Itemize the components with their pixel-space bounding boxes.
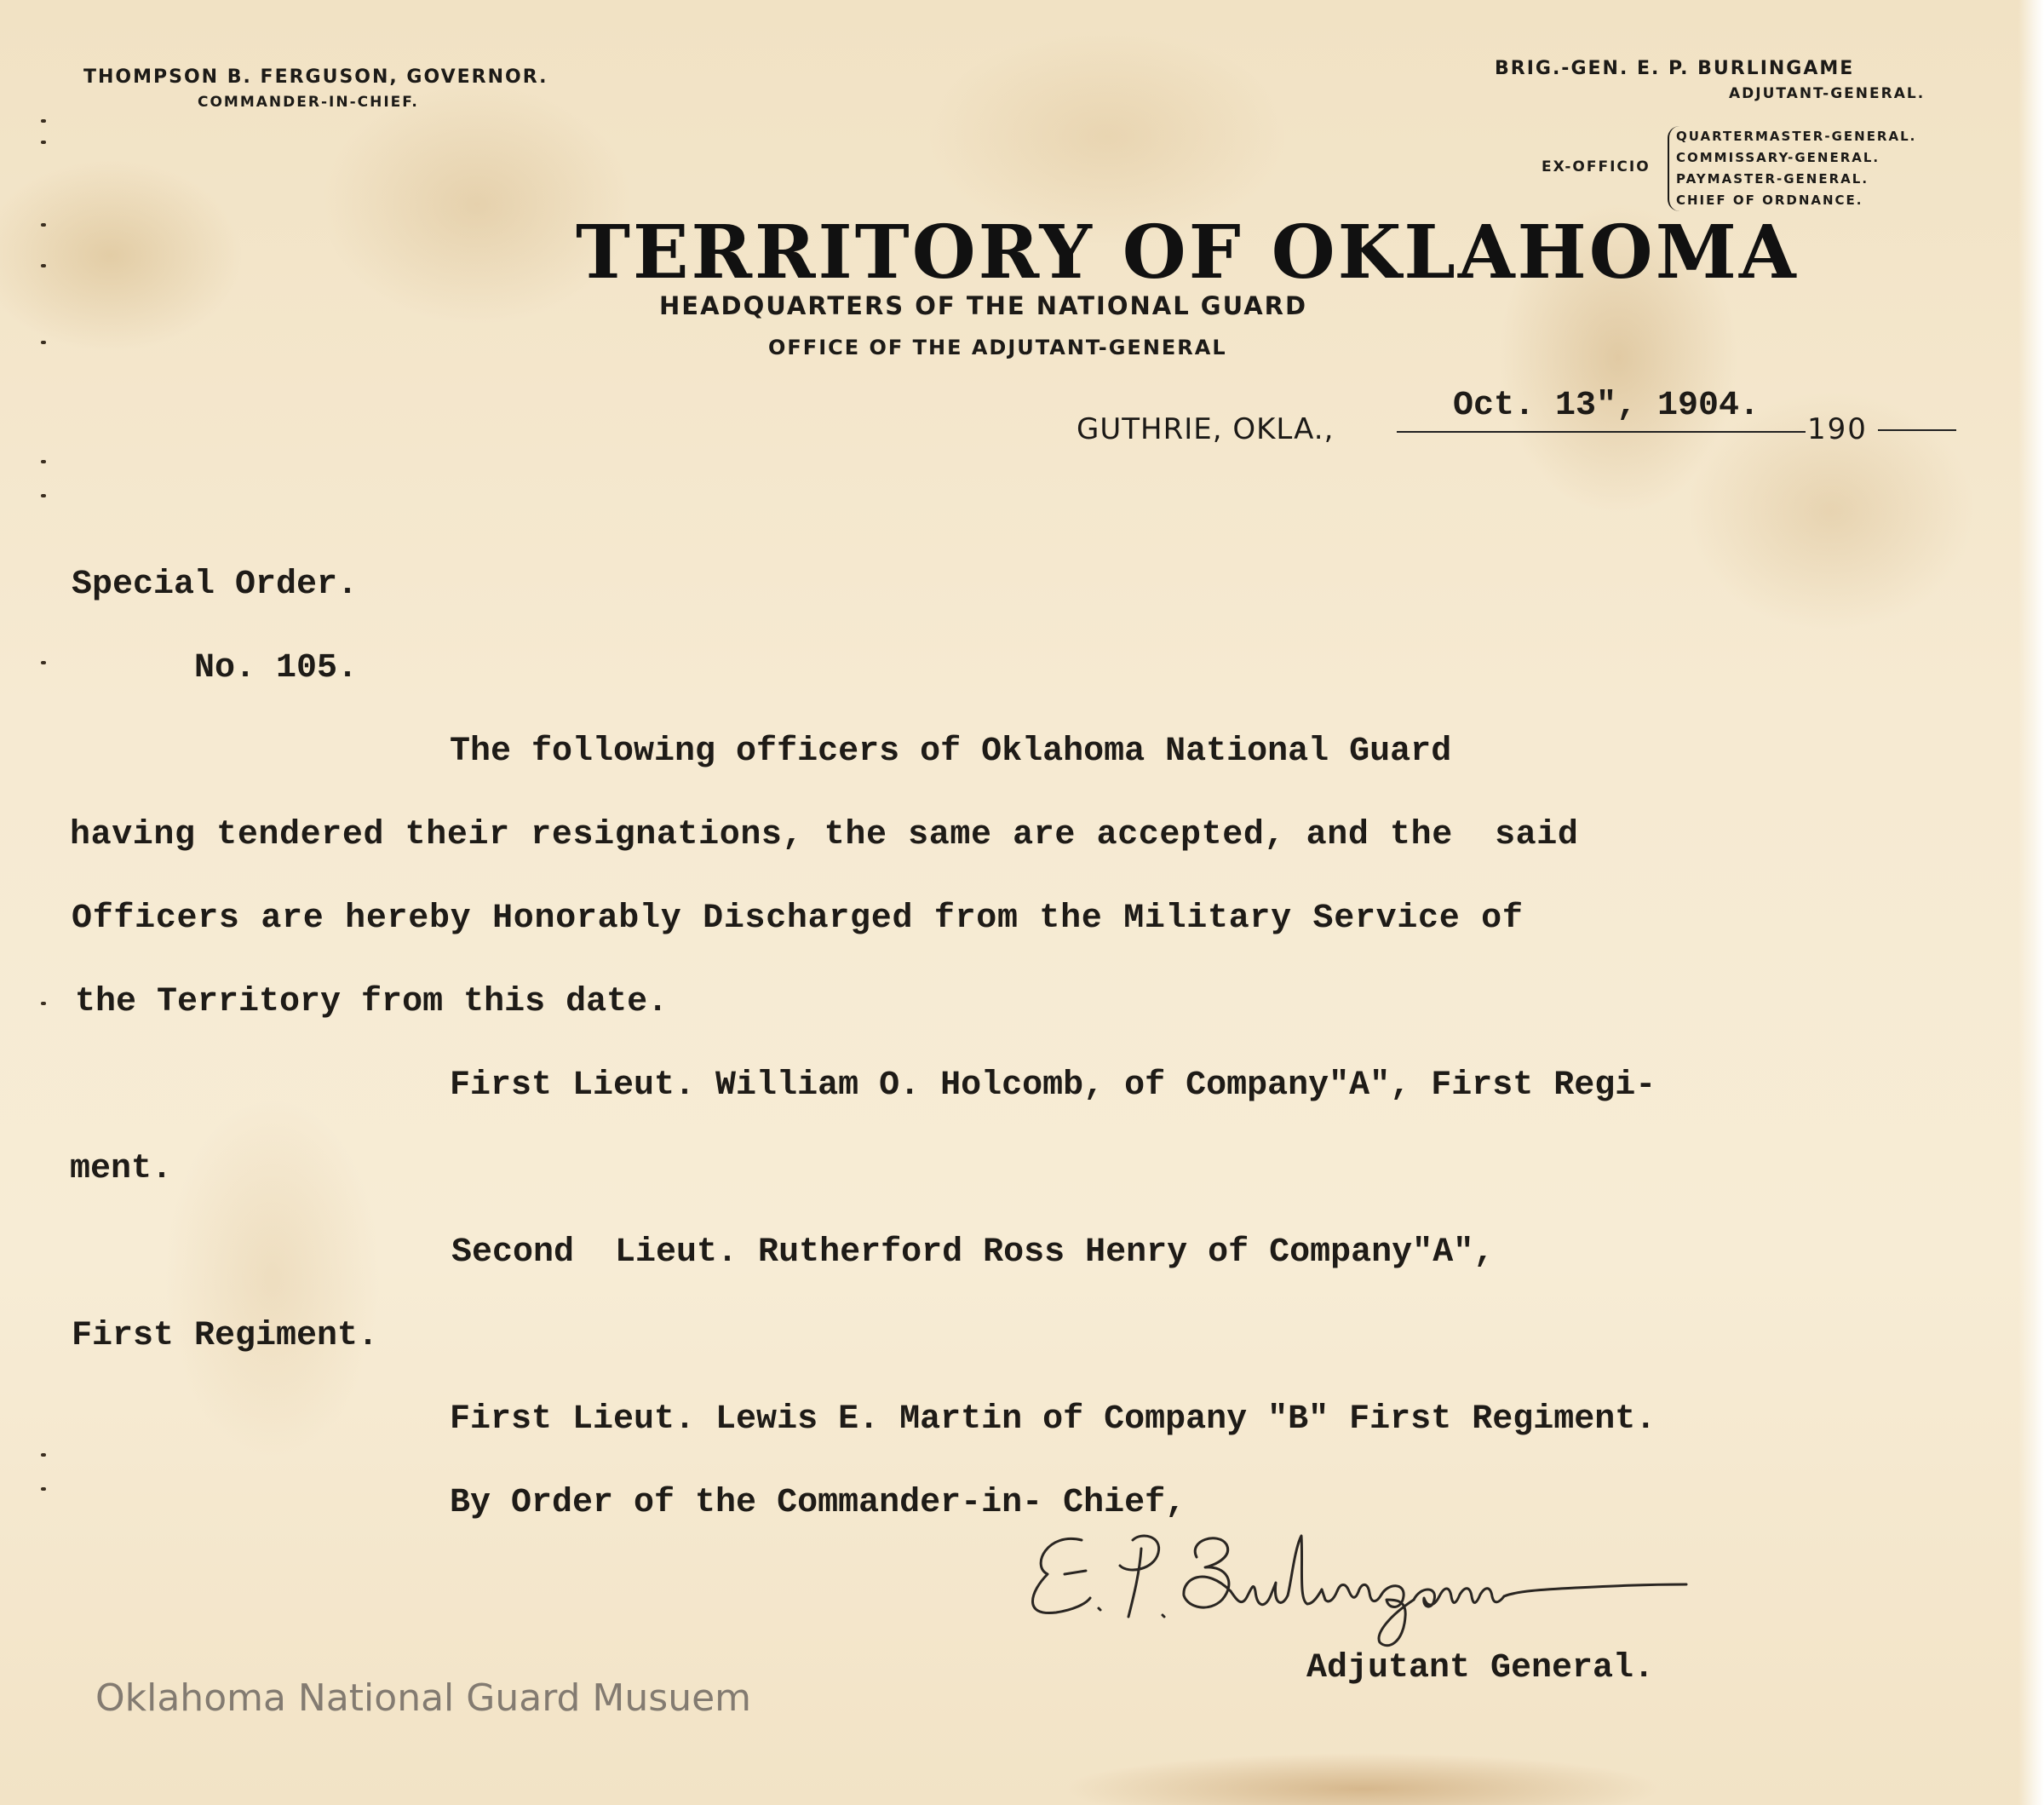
governor-title: COMMANDER-IN-CHIEF. xyxy=(198,94,419,111)
year-prefix: 190 xyxy=(1807,412,1868,446)
date-underline-year xyxy=(1878,429,1956,431)
officer-entry: First Lieut. Lewis E. Martin of Company "B" First Regiment. xyxy=(450,1400,1656,1439)
place-label: GUTHRIE, OKLA., xyxy=(1077,412,1335,446)
body-line: the Territory from this date. xyxy=(75,983,669,1021)
role-item: COMMISSARY-GENERAL. xyxy=(1676,150,1880,165)
order-authority: By Order of the Commander-in- Chief, xyxy=(450,1484,1186,1522)
body-line: Officers are hereby Honorably Discharged from the Military Service of xyxy=(72,900,1524,938)
adjutant-name: BRIG.-GEN. E. P. BURLINGAME xyxy=(1495,58,1855,79)
order-number: No. 105. xyxy=(194,649,359,687)
ex-officio-label: EX-OFFICIO xyxy=(1542,158,1651,175)
adjutant-title: ADJUTANT-GENERAL. xyxy=(1729,85,1926,102)
body-line: The following officers of Oklahoma National Guard xyxy=(450,733,1452,771)
paper-edge xyxy=(2018,0,2044,1805)
order-heading: Special Order. xyxy=(72,566,359,604)
ex-officio-roles xyxy=(1668,126,1916,211)
governor-name: THOMPSON B. FERGUSON, GOVERNOR. xyxy=(83,66,548,88)
signatory-title: Adjutant General. xyxy=(1306,1649,1655,1687)
role-item: QUARTERMASTER-GENERAL. xyxy=(1676,129,1917,144)
role-item: CHIEF OF ORDNANCE. xyxy=(1676,193,1863,208)
officer-entry-continued: First Regiment. xyxy=(72,1317,379,1355)
role-item: PAYMASTER-GENERAL. xyxy=(1676,171,1869,187)
signature xyxy=(1013,1515,1780,1651)
officer-entry: First Lieut. William O. Holcomb, of Company"A", First Regi- xyxy=(450,1066,1656,1105)
letterhead-office: OFFICE OF THE ADJUTANT-GENERAL xyxy=(768,336,1227,359)
museum-watermark: Oklahoma National Guard Musuem xyxy=(95,1676,752,1720)
officer-entry-continued: ment. xyxy=(70,1150,173,1188)
letter-date: Oct. 13", 1904. xyxy=(1453,387,1760,425)
letterhead-subtitle: HEADQUARTERS OF THE NATIONAL GUARD xyxy=(659,291,1308,320)
officer-entry: Second Lieut. Rutherford Ross Henry of Company"A", xyxy=(451,1233,1495,1272)
date-underline xyxy=(1397,431,1806,433)
body-line: having tendered their resignations, the same are accepted, and the said xyxy=(70,816,1579,854)
letterhead-title: TERRITORY OF OKLAHOMA xyxy=(576,210,1799,296)
